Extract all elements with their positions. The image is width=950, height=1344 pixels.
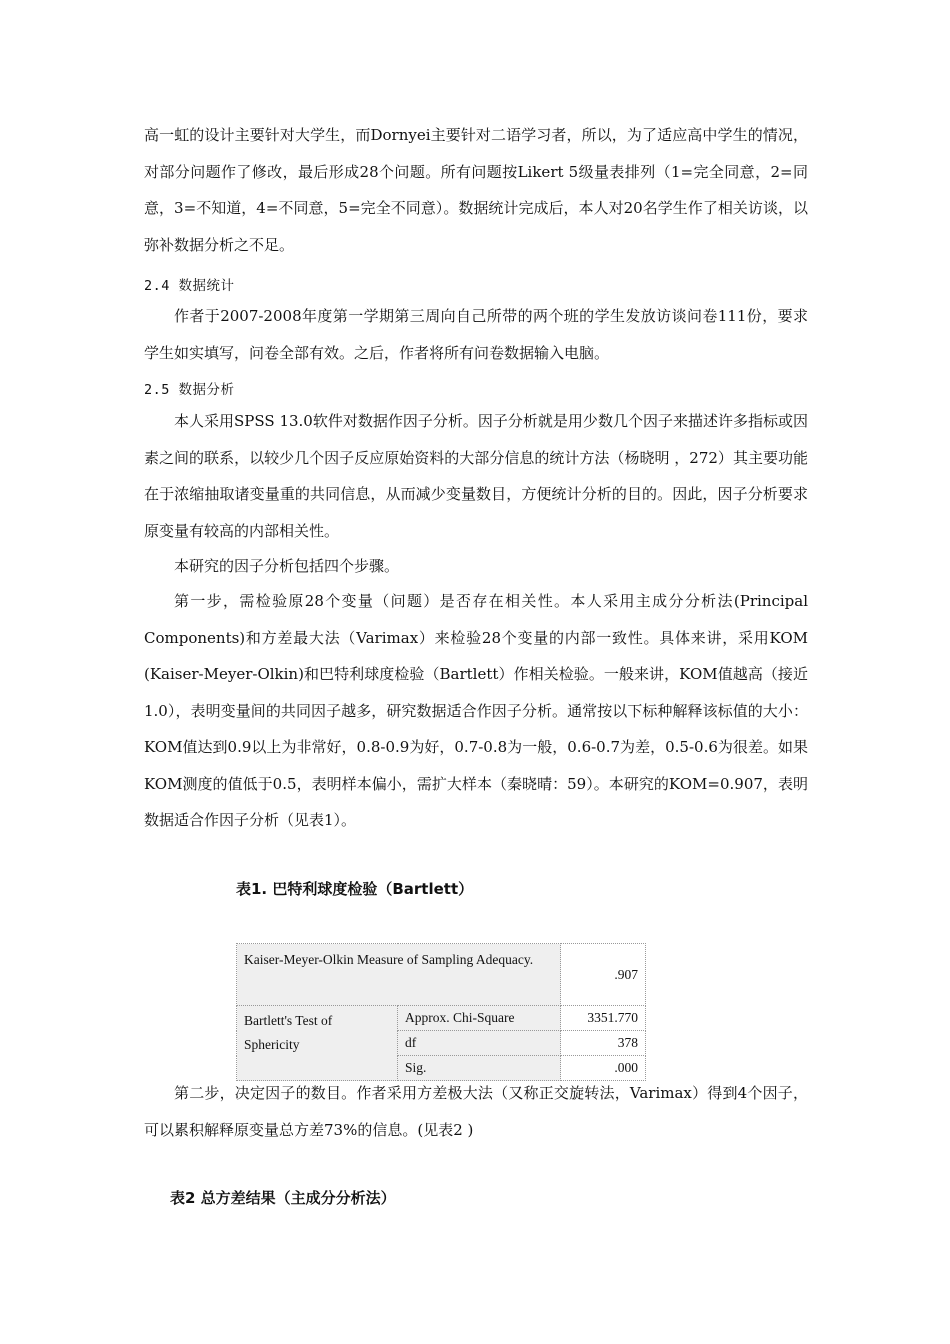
kmo-value-cell: .907 <box>561 944 646 1006</box>
table1-caption: 表1. 巴特利球度检验（Bartlett） <box>236 880 474 898</box>
paragraph-step-two: 第二步，决定因子的数目。作者采用方差极大法（又称正交旋转法，Varimax）得到4个因子，可以累积解释原变量总方差73%的信息。(见表2 ) <box>144 1084 808 1139</box>
stat-value-cell: 378 <box>561 1031 646 1056</box>
paragraph-steps: 本研究的因子分析包括四个步骤。 <box>174 557 400 575</box>
stat-value-cell: 3351.770 <box>561 1006 646 1031</box>
bartlett-table <box>236 943 646 1081</box>
stat-value-cell: .000 <box>561 1056 646 1081</box>
section-heading-2-4: 2.4 数据统计 <box>144 278 235 294</box>
paragraph-factor-analysis: 本人采用SPSS 13.0软件对数据作因子分析。因子分析就是用少数几个因子来描述许多指标或因素之间的联系，以较少几个因子反应原始资料的大部分信息的统计方法（杨晓明 ，272）其主要功能在于浓缩抽取诸变量重的共同信息，从而减少变量数目，方便统计分析的目的。因此，因子分析要求原变量有较高的内部相关性。 <box>144 412 808 540</box>
paragraph-data-collection: 作者于2007-2008年度第一学期第三周向自己所带的两个班的学生发放访谈问卷111份，要求学生如实填写，问卷全部有效。之后，作者将所有问卷数据输入电脑。 <box>144 307 808 362</box>
table2-caption: 表2 总方差结果（主成分分析法） <box>170 1189 396 1207</box>
section-heading-2-5: 2.5 数据分析 <box>144 382 235 398</box>
paragraph-step-one: 第一步，需检验原28个变量（问题）是否存在相关性。本人采用主成分分析法(Principal Components)和方差最大法（Varimax）来检验28个变量的内部一致性。具体来讲，采用KOM (Kaiser-Meyer-Olkin)和巴特利球度检验（Bartlett）作相关检验。一般来讲，KOM值越高（接近1.0），表明变量间的共同因子越多，研究数据适合作因子分析。通常按以下标种解释该标值的大小：KOM值达到0.9以上为非常好，0.8-0.9为好，0.7-0.8为一般，0.6-0.7为差，0.5-0.6为很差。如果KOM测度的值低于0.5，表明样本偏小，需扩大样本（秦晓晴：59）。本研究的KOM=0.907，表明数据适合作因子分析（见表1）。 <box>144 592 808 829</box>
stat-label-cell: Sig. <box>398 1056 561 1081</box>
table-row <box>237 1006 646 1031</box>
table-row <box>237 944 646 1006</box>
bartlett-label-cell: Bartlett's Test of Sphericity <box>237 1006 398 1081</box>
stat-label-cell: Approx. Chi-Square <box>398 1006 561 1031</box>
paragraph-intro: 高一虹的设计主要针对大学生，而Dornyei主要针对二语学习者，所以，为了适应高中学生的情况，对部分问题作了修改，最后形成28个问题。所有问题按Likert 5级量表排列（1=完全同意，2=同意，3=不知道，4=不同意，5=完全不同意）。数据统计完成后，本人对20名学生作了相关访谈，以弥补数据分析之不足。 <box>144 126 808 254</box>
kmo-label-cell: Kaiser-Meyer-Olkin Measure of Sampling Adequacy. <box>237 944 561 1006</box>
stat-label-cell: df <box>398 1031 561 1056</box>
